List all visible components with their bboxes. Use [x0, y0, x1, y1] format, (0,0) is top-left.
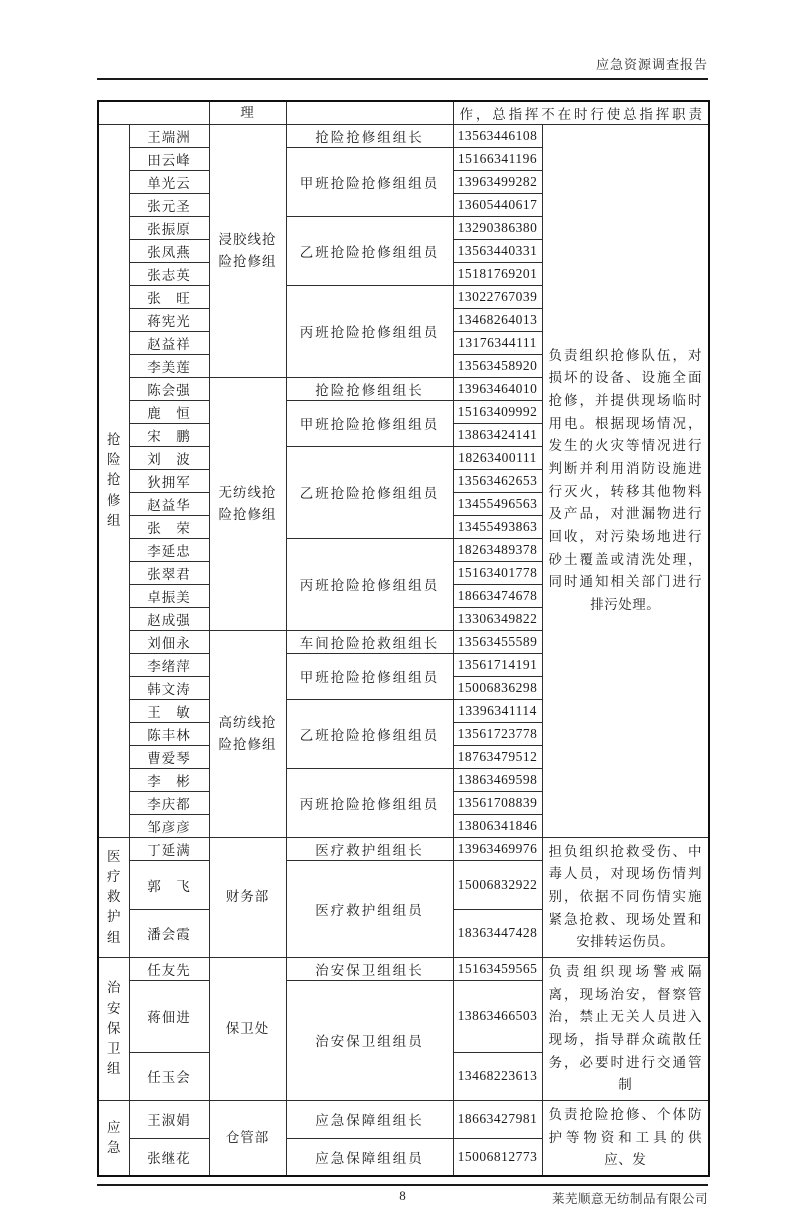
phone-cell: 15166341196 [453, 147, 542, 170]
department-cell: 无纺线抢险抢修组 [209, 377, 286, 630]
position-cell: 车间抢险抢救组组长 [286, 630, 453, 653]
position-cell: 甲班抢险抢修组组员 [286, 653, 453, 699]
page-content [97, 0, 708, 1210]
phone-cell: 13468223613 [453, 1052, 542, 1100]
member-name-cell: 赵益华 [129, 492, 209, 515]
position-cell: 应急保障组组长 [286, 1100, 453, 1138]
phone-cell: 13806341846 [453, 814, 542, 837]
doc-footer [97, 1184, 708, 1210]
phone-cell: 15006836298 [453, 676, 542, 699]
member-name-cell: 陈丰林 [129, 722, 209, 745]
member-name-cell: 张继花 [129, 1138, 209, 1176]
member-name-cell: 李延忠 [129, 538, 209, 561]
duty-cell: 负责组织现场警戒隔离，现场治安，督察管治，禁止无关人员进入现场，指导群众疏散任务，必要时进行交通管制 [542, 957, 709, 1100]
position-cell: 乙班抢险抢修组组员 [286, 699, 453, 768]
member-name-cell: 李绪萍 [129, 653, 209, 676]
phone-cell: 13563455589 [453, 630, 542, 653]
phone-cell: 13561723778 [453, 722, 542, 745]
doc-header [97, 0, 708, 74]
position-cell: 应急保障组组员 [286, 1138, 453, 1176]
member-name-cell: 刘佃永 [129, 630, 209, 653]
position-cell: 医疗救护组组员 [286, 860, 453, 957]
phone-cell: 13563446108 [453, 124, 542, 147]
company-name: 莱芜顺意无纺制品有限公司 [551, 1192, 708, 1206]
department-cell: 财务部 [209, 837, 286, 957]
position-cell: 治安保卫组组长 [286, 957, 453, 980]
member-name-cell: 张 旺 [129, 285, 209, 308]
member-name-cell: 张志英 [129, 262, 209, 285]
phone-cell: 13455496563 [453, 492, 542, 515]
phone-cell: 13863469598 [453, 768, 542, 791]
duty-cell: 负责抢险抢修、个体防护等物资和工具的供应、发 [542, 1100, 709, 1176]
phone-cell: 18263489378 [453, 538, 542, 561]
position-cell: 丙班抢险抢修组组员 [286, 538, 453, 630]
group-label: 抢险抢修组 [107, 431, 121, 528]
phone-cell: 18363447428 [453, 909, 542, 957]
phone-cell: 15163401778 [453, 561, 542, 584]
member-name-cell: 狄拥军 [129, 469, 209, 492]
member-name-cell: 张翠君 [129, 561, 209, 584]
group-cell [98, 837, 129, 957]
phone-cell: 13290386380 [453, 216, 542, 239]
position-cell: 抢险抢修组组长 [286, 377, 453, 400]
position-cell: 治安保卫组组员 [286, 980, 453, 1100]
phone-cell: 13306349822 [453, 607, 542, 630]
group-cell [98, 124, 129, 837]
table-row [98, 837, 709, 860]
member-name-cell: 李 彬 [129, 768, 209, 791]
member-name-cell: 李美莲 [129, 354, 209, 377]
member-name-cell: 王端洲 [129, 124, 209, 147]
phone-cell: 15006832922 [453, 860, 542, 909]
member-name-cell: 卓振美 [129, 584, 209, 607]
member-name-cell: 任玉会 [129, 1052, 209, 1100]
member-name-cell: 陈会强 [129, 377, 209, 400]
phone-cell: 15163459565 [453, 957, 542, 980]
department-fragment-cell: 理 [209, 101, 286, 124]
phone-cell: 13863466503 [453, 980, 542, 1052]
member-name-cell: 郭 飞 [129, 860, 209, 909]
position-cell: 医疗救护组组长 [286, 837, 453, 860]
position-cell: 抢险抢修组组长 [286, 124, 453, 147]
member-name-cell: 任友先 [129, 957, 209, 980]
phone-cell: 13022767039 [453, 285, 542, 308]
member-name-cell: 刘 波 [129, 446, 209, 469]
table-row [98, 1100, 709, 1138]
member-name-cell: 邹彦彦 [129, 814, 209, 837]
member-name-cell: 丁延满 [129, 837, 209, 860]
duty-cell: 担负组织抢救受伤、中毒人员，对现场伤情判别，依据不同伤情实施紧急抢救、现场处置和安排转运伤员。 [542, 837, 709, 957]
phone-cell: 13561714191 [453, 653, 542, 676]
member-name-cell: 张振原 [129, 216, 209, 239]
phone-cell: 13176344111 [453, 331, 542, 354]
duty-cell: 负责组织抢修队伍，对损坏的设备、设施全面抢修，并提供现场临时用电。根据现场情况，发生的火灾等情况进行判断并利用消防设施进行灭火，转移其他物料及产品，对泄漏物进行回收，对污染场地进行砂土覆盖或清洗处理，同时通知相关部门进行排污处理。 [542, 124, 709, 837]
position-cell: 乙班抢险抢修组组员 [286, 446, 453, 538]
phone-cell: 18663474678 [453, 584, 542, 607]
member-name-cell: 韩文涛 [129, 676, 209, 699]
member-name-cell: 王 敏 [129, 699, 209, 722]
phone-cell: 13863424141 [453, 423, 542, 446]
department-cell: 仓管部 [209, 1100, 286, 1176]
department-cell: 保卫处 [209, 957, 286, 1100]
member-name-cell: 蒋宪光 [129, 308, 209, 331]
duty-fragment-cell: 作，总指挥不在时行使总指挥职责 [453, 101, 709, 124]
member-name-cell: 张 荣 [129, 515, 209, 538]
phone-cell: 13396341114 [453, 699, 542, 722]
phone-cell: 13561708839 [453, 791, 542, 814]
member-name-cell: 张元圣 [129, 193, 209, 216]
phone-cell: 18263400111 [453, 446, 542, 469]
member-name-cell: 潘会霞 [129, 909, 209, 957]
phone-cell: 18663427981 [453, 1100, 542, 1138]
phone-cell: 13563440331 [453, 239, 542, 262]
group-cell [98, 957, 129, 1100]
table-row [98, 101, 709, 124]
header-rule [97, 78, 708, 80]
department-cell: 浸胶线抢险抢修组 [209, 124, 286, 377]
phone-cell: 13605440617 [453, 193, 542, 216]
group-label: 应急 [107, 1119, 121, 1155]
empty-cell [98, 101, 209, 124]
position-cell: 乙班抢险抢修组组员 [286, 216, 453, 285]
member-name-cell: 李庆都 [129, 791, 209, 814]
member-name-cell: 宋 鹏 [129, 423, 209, 446]
emergency-team-table [97, 100, 710, 1177]
position-cell: 甲班抢险抢修组组员 [286, 147, 453, 216]
phone-cell: 13563458920 [453, 354, 542, 377]
table-row [98, 957, 709, 980]
position-cell: 丙班抢险抢修组组员 [286, 285, 453, 377]
phone-cell: 13468264013 [453, 308, 542, 331]
group-label: 医疗救护组 [107, 848, 121, 945]
footer-row [97, 1188, 708, 1210]
member-name-cell: 单光云 [129, 170, 209, 193]
phone-cell: 13563462653 [453, 469, 542, 492]
table-row [98, 124, 709, 147]
member-name-cell: 蒋佃进 [129, 980, 209, 1052]
phone-cell: 15163409992 [453, 400, 542, 423]
member-name-cell: 王淑娟 [129, 1100, 209, 1138]
group-cell [98, 1100, 129, 1176]
phone-cell: 15006812773 [453, 1138, 542, 1176]
member-name-cell: 赵成强 [129, 607, 209, 630]
phone-cell: 13963499282 [453, 170, 542, 193]
position-cell: 丙班抢险抢修组组员 [286, 768, 453, 837]
phone-cell: 15181769201 [453, 262, 542, 285]
member-name-cell: 鹿 恒 [129, 400, 209, 423]
member-name-cell: 赵益祥 [129, 331, 209, 354]
phone-cell: 13963464010 [453, 377, 542, 400]
phone-cell: 18763479512 [453, 745, 542, 768]
member-name-cell: 张凤燕 [129, 239, 209, 262]
group-label: 治安保卫组 [107, 980, 121, 1077]
page-number: 8 [399, 1188, 406, 1203]
empty-cell [286, 101, 453, 124]
department-cell: 高纺线抢险抢修组 [209, 630, 286, 837]
position-cell: 甲班抢险抢修组组员 [286, 400, 453, 446]
member-name-cell: 田云峰 [129, 147, 209, 170]
phone-cell: 13963469976 [453, 837, 542, 860]
doc-header-title: 应急资源调查报告 [595, 57, 708, 72]
footer-rule [97, 1184, 708, 1186]
member-name-cell: 曹爱琴 [129, 745, 209, 768]
phone-cell: 13455493863 [453, 515, 542, 538]
